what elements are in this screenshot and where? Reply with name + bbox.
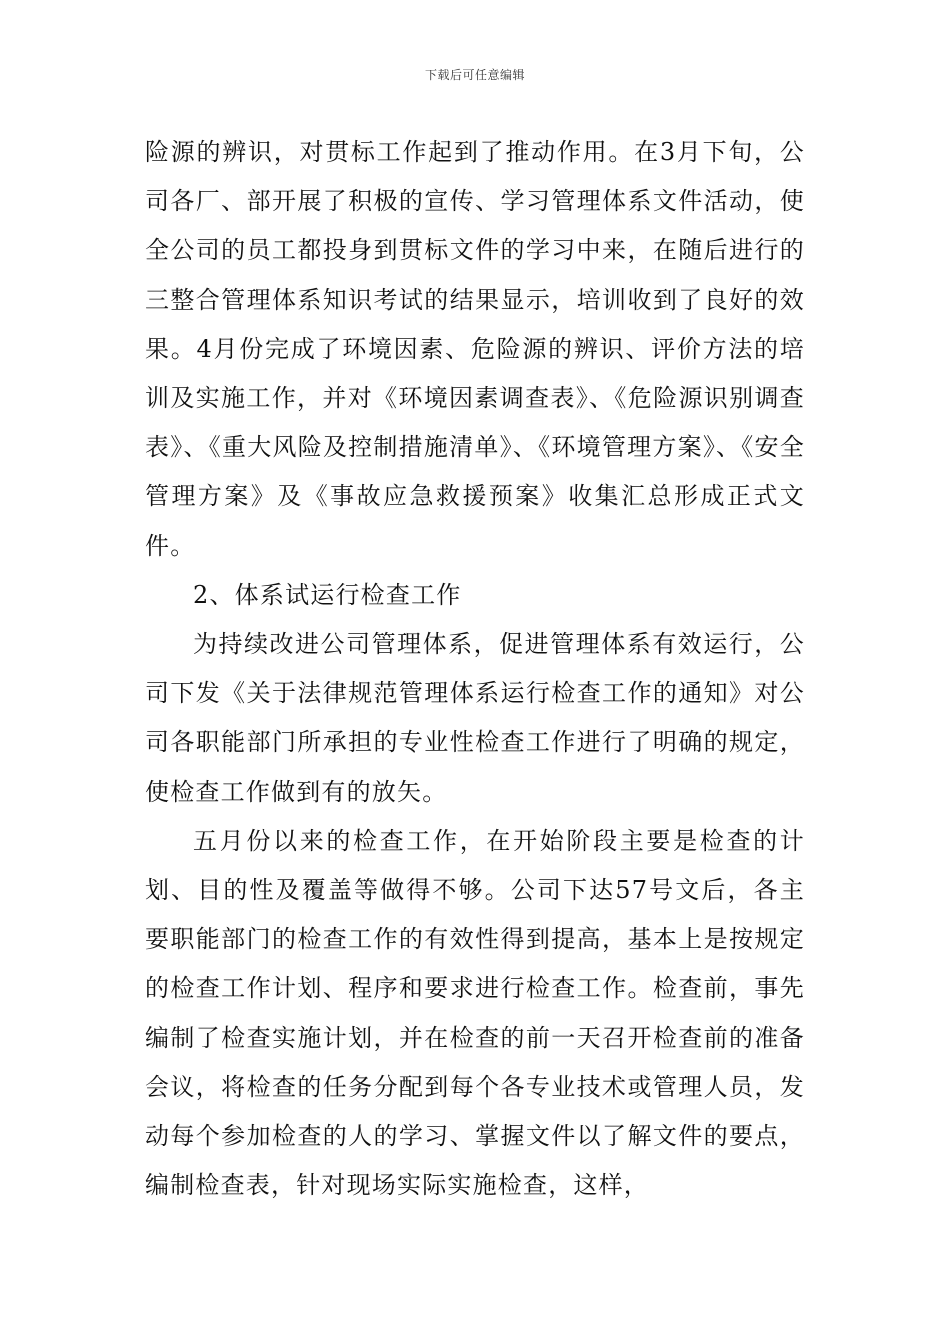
document-body — [145, 128, 805, 1210]
section-heading: 2、体系试运行检查工作 — [193, 580, 462, 609]
paragraph-1: 险源的辨识，对贯标工作起到了推动作用。在3月下旬，公司各厂、部开展了积极的宣传、学习管理体系文件活动，使全公司的员工都投身到贯标文件的学习中来，在随后进行的三整合管理体系知识考试的结果显示，培训收到了良好的效果。4月份完成了环境因素、危险源的辨识、评价方法的培训及实施工作，并对《环境因素调查表》、《危险源识别调查表》、《重大风险及控制措施清单》、《环境管理方案》、《安全管理方案》及《事故应急救援预案》收集汇总形成正式文件。 — [145, 138, 805, 560]
page-header: 下载后可任意编辑 — [424, 68, 525, 82]
paragraph-3: 五月份以来的检查工作，在开始阶段主要是检查的计划、目的性及覆盖等做得不够。公司下达57号文后，各主要职能部门的检查工作的有效性得到提高，基本上是按规定的检查工作计划、程序和要求进行检查工作。检查前，事先编制了检查实施计划，并在检查的前一天召开检查前的准备会议，将检查的任务分配到每个各专业技术或管理人员，发动每个参加检查的人的学习、掌握文件以了解文件的要点，编制检查表，针对现场实际实施检查，这样， — [145, 826, 805, 1200]
paragraph-2: 为持续改进公司管理体系，促进管理体系有效运行，公司下发《关于法律规范管理体系运行检查工作的通知》对公司各职能部门所承担的专业性检查工作进行了明确的规定，使检查工作做到有的放矢。 — [145, 630, 805, 806]
